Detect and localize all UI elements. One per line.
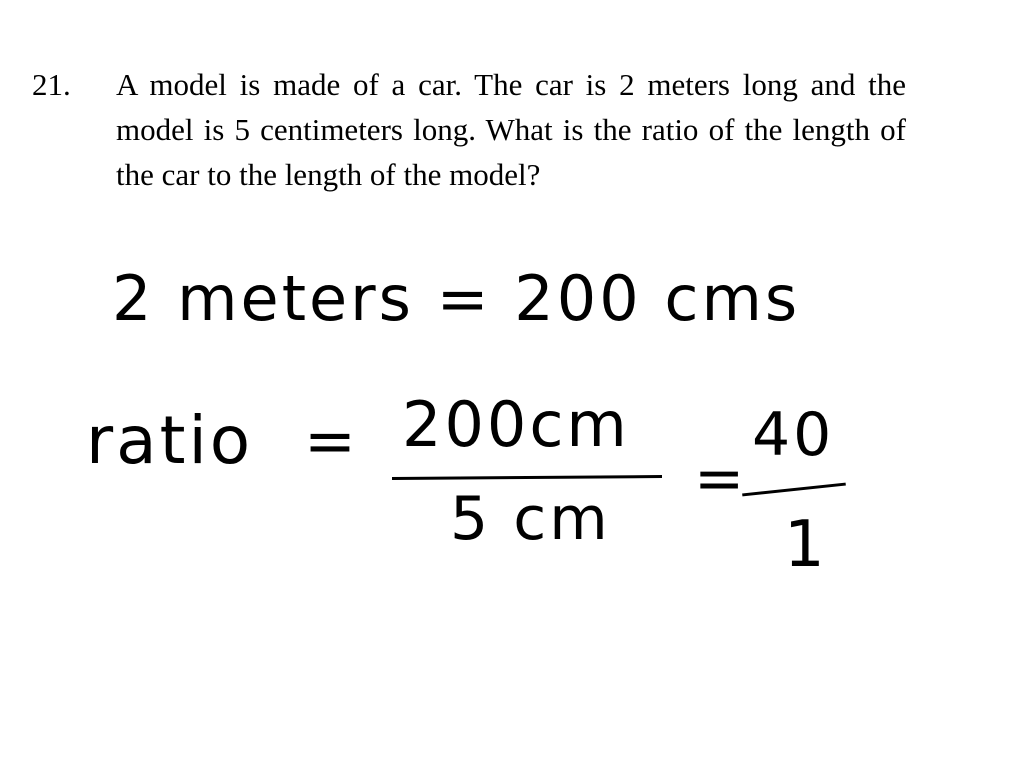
result-fraction-bar xyxy=(742,483,846,497)
problem-number: 21. xyxy=(32,67,71,102)
result-denominator: 1 xyxy=(784,508,828,582)
handwritten-conversion: 2 meters = 200 cms xyxy=(112,262,801,335)
result-numerator: 40 xyxy=(752,400,835,470)
fraction-denominator: 5 cm xyxy=(450,484,611,554)
handwritten-equals-sign-2: = xyxy=(694,444,748,514)
problem-text: A model is made of a car. The car is 2 meters long and the model is 5 centimeters long. What is the ratio of the length of the car to the length of the model? xyxy=(116,67,906,192)
handwritten-equals-sign: = xyxy=(304,404,359,477)
fraction-numerator: 200cm xyxy=(402,388,630,461)
handwritten-ratio-label: ratio xyxy=(86,402,254,479)
fraction-bar xyxy=(392,475,662,480)
